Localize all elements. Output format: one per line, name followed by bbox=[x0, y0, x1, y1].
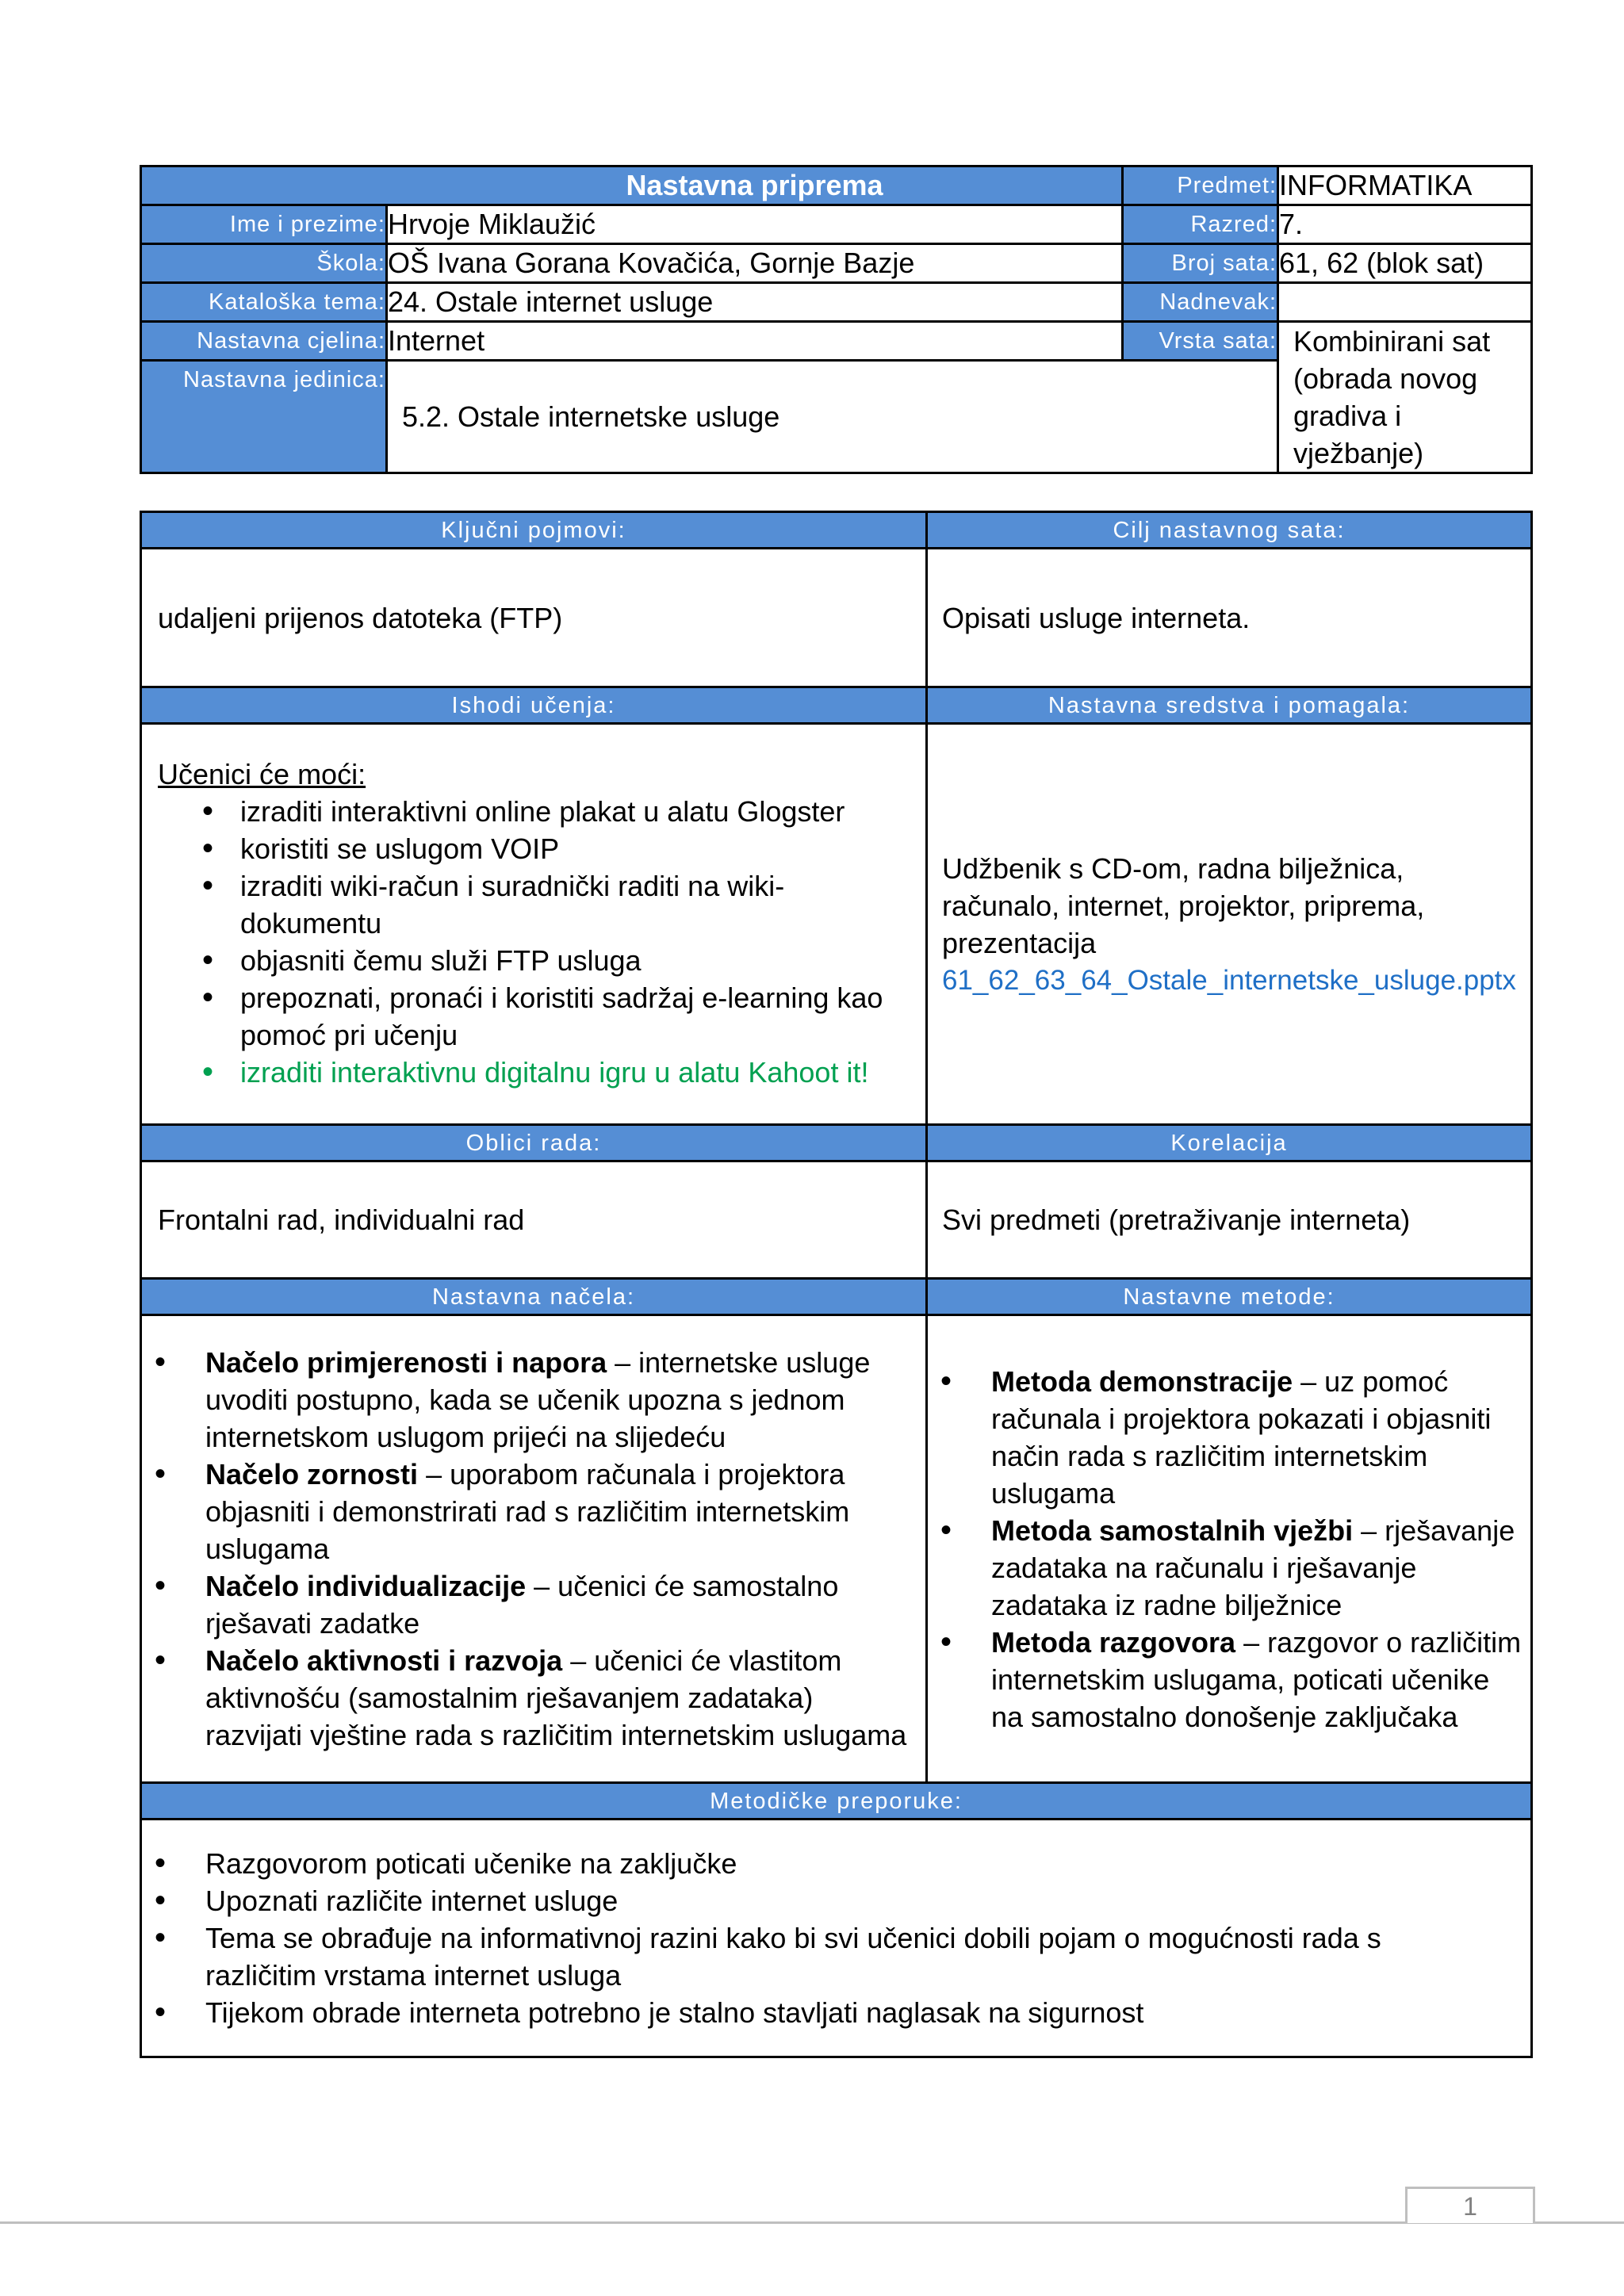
skola-value: OŠ Ivana Gorana Kovačića, Gornje Bazje bbox=[387, 244, 1123, 283]
razred-label: Razred: bbox=[1123, 205, 1278, 244]
nadnevak-label: Nadnevak: bbox=[1123, 283, 1278, 322]
korelacija-header: Korelacija bbox=[927, 1125, 1532, 1161]
list-item: • izraditi interaktivnu digitalnu igru u alatu Kahoot it! bbox=[142, 1054, 916, 1091]
broj-sata-value: 61, 62 (blok sat) bbox=[1278, 244, 1532, 283]
presentation-link[interactable]: 61_62_63_64_Ostale_internetske_usluge.pptx bbox=[942, 964, 1516, 996]
list-item: • Razgovorom poticati učenike na zaključke bbox=[142, 1845, 1499, 1882]
tema-value: 24. Ostale internet usluge bbox=[387, 283, 1123, 322]
list-item: • izraditi wiki-račun i suradnički raditi na wiki-dokumentu bbox=[142, 867, 916, 942]
list-item: • Metoda razgovora – razgovor o različitim internetskim uslugama, poticati učenike na samostalno donošenje zaključaka bbox=[928, 1624, 1522, 1735]
list-item: • Tema se obrađuje na informativnoj razini kako bi svi učenici dobili pojam o mogućnosti rada s različitim vrstama internet usluga bbox=[142, 1919, 1499, 1994]
cilj-header: Cilj nastavnog sata: bbox=[927, 512, 1532, 549]
vrsta-sata-value: Kombinirani sat (obrada novog gradiva i vježbanje) bbox=[1278, 322, 1532, 473]
metode-list bbox=[928, 1363, 1522, 1735]
cjelina-label: Nastavna cjelina: bbox=[141, 322, 387, 361]
sredstva-cell bbox=[927, 724, 1532, 1125]
lesson-content-table bbox=[140, 511, 1533, 2058]
list-item: • objasniti čemu služi FTP usluga bbox=[142, 942, 916, 979]
preporuke-list bbox=[142, 1845, 1499, 2031]
ishodi-header: Ishodi učenja: bbox=[141, 687, 927, 724]
metode-header: Nastavne metode: bbox=[927, 1279, 1532, 1315]
jedinica-value: 5.2. Ostale internetske usluge bbox=[402, 400, 780, 433]
cjelina-value: Internet bbox=[387, 322, 1123, 361]
kljucni-header: Ključni pojmovi: bbox=[141, 512, 927, 549]
list-item: • koristiti se uslugom VOIP bbox=[142, 830, 916, 867]
predmet-label: Predmet: bbox=[1123, 166, 1278, 205]
sredstva-header: Nastavna sredstva i pomagala: bbox=[927, 687, 1532, 724]
korelacija-text: Svi predmeti (pretraživanje interneta) bbox=[927, 1161, 1532, 1279]
list-item: • Načelo zornosti – uporabom računala i projektora objasniti i demonstrirati rad s različitim internetskim uslugama bbox=[142, 1456, 916, 1567]
metode-cell bbox=[927, 1315, 1532, 1783]
razred-value: 7. bbox=[1278, 205, 1532, 244]
predmet-value: INFORMATIKA bbox=[1278, 166, 1532, 205]
nacela-list bbox=[142, 1344, 916, 1754]
ishodi-intro: Učenici će moći: bbox=[158, 758, 366, 790]
list-item: • Načelo primjerenosti i napora – internetske usluge uvoditi postupno, kada se učenik upozna s jednom internetskom uslugom prijeći na slijedeću bbox=[142, 1344, 916, 1456]
ishodi-list bbox=[142, 793, 916, 1091]
page-number: 1 bbox=[1463, 2192, 1477, 2221]
nadnevak-value bbox=[1278, 283, 1532, 322]
list-item: • Metoda demonstracije – uz pomoć računala i projektora pokazati i objasniti način rada s različitim internetskim uslugama bbox=[928, 1363, 1522, 1512]
list-item: • Tijekom obrade interneta potrebno je stalno stavljati naglasak na sigurnost bbox=[142, 1994, 1499, 2031]
list-item: • prepoznati, pronaći i koristiti sadržaj e-learning kao pomoć pri učenju bbox=[142, 979, 916, 1054]
ime-label: Ime i prezime: bbox=[141, 205, 387, 244]
preporuke-cell bbox=[141, 1820, 1532, 2057]
sredstva-text: Udžbenik s CD-om, radna bilježnica, računalo, internet, projektor, priprema, prezentacija bbox=[942, 851, 1425, 959]
preporuke-header: Metodičke preporuke: bbox=[141, 1783, 1532, 1820]
jedinica-label: Nastavna jedinica: bbox=[141, 361, 387, 473]
jedinica-value-cell bbox=[387, 361, 1278, 473]
nacela-header: Nastavna načela: bbox=[141, 1279, 927, 1315]
ime-value: Hrvoje Miklaužić bbox=[387, 205, 1123, 244]
list-item: • Upoznati različite internet usluge bbox=[142, 1882, 1499, 1919]
list-item: • Metoda samostalnih vježbi – rješavanje zadataka na računalu i rješavanje zadataka iz radne bilježnice bbox=[928, 1512, 1522, 1624]
list-item: • izraditi interaktivni online plakat u alatu Glogster bbox=[142, 793, 916, 830]
list-item: • Načelo individualizacije – učenici će samostalno rješavati zadatke bbox=[142, 1567, 916, 1642]
oblici-header: Oblici rada: bbox=[141, 1125, 927, 1161]
footer-divider bbox=[0, 2221, 1624, 2224]
page-number-box bbox=[1405, 2187, 1535, 2223]
kljucni-text: udaljeni prijenos datoteka (FTP) bbox=[141, 549, 927, 687]
lesson-header-table bbox=[140, 165, 1533, 474]
list-item: • Načelo aktivnosti i razvoja – učenici će vlastitom aktivnošću (samostalnim rješavanjem zadataka) razvijati vještine rada s različitim internetskim uslugama bbox=[142, 1642, 916, 1754]
cilj-text: Opisati usluge interneta. bbox=[927, 549, 1532, 687]
tema-label: Kataloška tema: bbox=[141, 283, 387, 322]
nacela-cell bbox=[141, 1315, 927, 1783]
title-cell bbox=[141, 166, 1123, 205]
skola-label: Škola: bbox=[141, 244, 387, 283]
broj-sata-label: Broj sata: bbox=[1123, 244, 1278, 283]
ishodi-cell bbox=[141, 724, 927, 1125]
oblici-text: Frontalni rad, individualni rad bbox=[141, 1161, 927, 1279]
vrsta-sata-label: Vrsta sata: bbox=[1123, 322, 1278, 361]
page-title: Nastavna priprema bbox=[626, 169, 883, 201]
